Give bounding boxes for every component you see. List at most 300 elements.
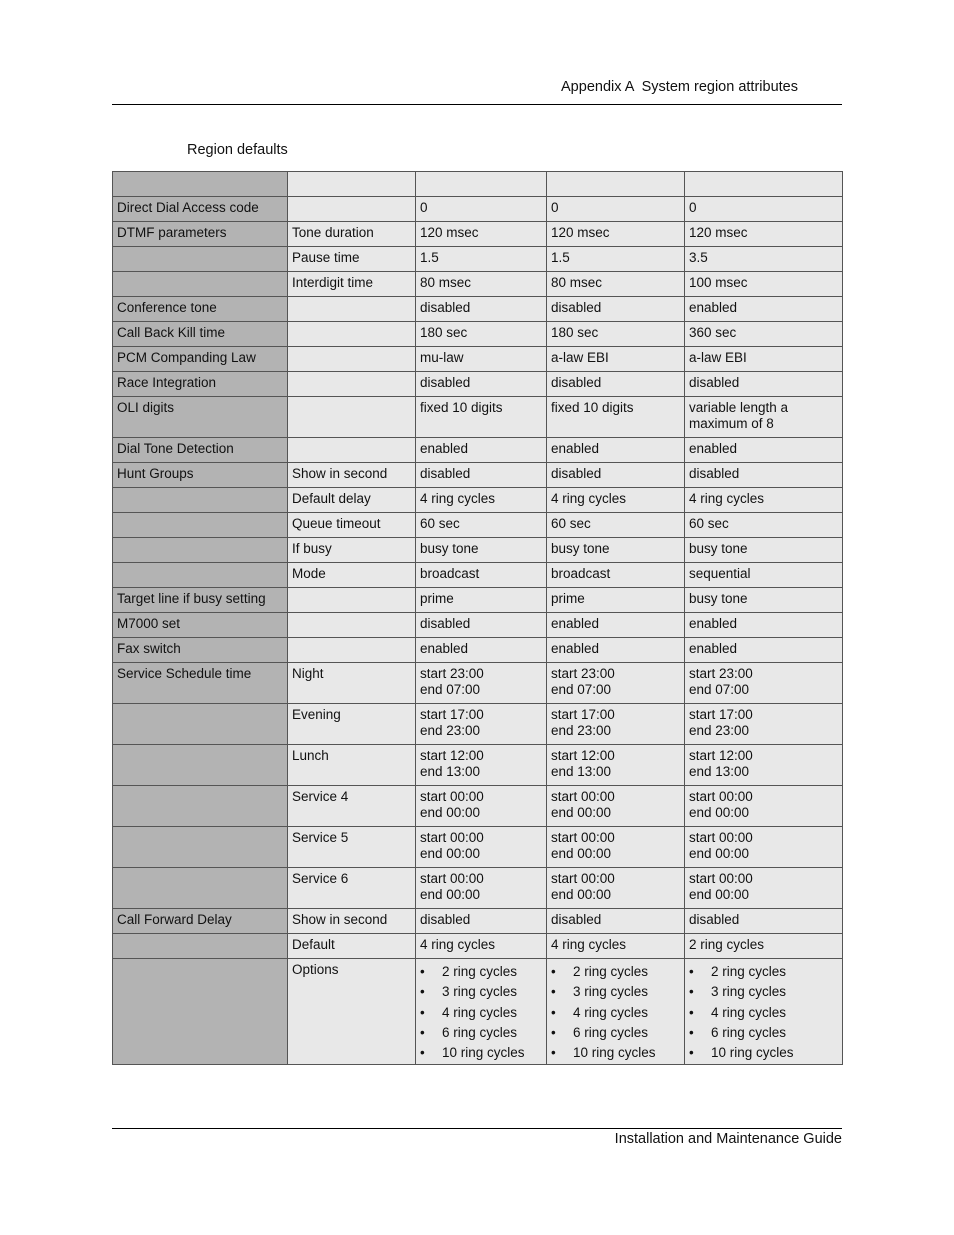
attribute-cell (113, 934, 288, 959)
setting-cell (288, 247, 416, 272)
region-3-cell-text: a-law EBI (689, 350, 747, 365)
region-1-cell-text: enabled (420, 641, 469, 656)
region-3-cell (685, 638, 843, 663)
setting-cell-text: Pause time (292, 250, 360, 265)
attribute-cell (113, 613, 288, 638)
option-text: 2 ring cycles (442, 964, 518, 979)
region-2-cell (547, 868, 685, 909)
attribute-cell (113, 197, 288, 222)
region-2-cell (547, 197, 685, 222)
bullet-icon: • (689, 1004, 694, 1020)
bullet-icon: • (420, 1024, 425, 1040)
region-3-cell (685, 272, 843, 297)
bullet-icon: • (420, 984, 425, 1000)
region-2-cell (547, 563, 685, 588)
region-3-cell-text: start 00:00 end 00:00 (689, 789, 753, 820)
setting-cell-text: Mode (292, 566, 326, 581)
attribute-cell (113, 397, 288, 438)
region-3-cell (685, 397, 843, 438)
region-3-cell (685, 786, 843, 827)
bullet-icon: • (420, 1045, 425, 1061)
attribute-cell (113, 588, 288, 613)
region-1-cell (416, 909, 547, 934)
region-1-cell (416, 347, 547, 372)
setting-cell (288, 222, 416, 247)
attribute-cell (113, 322, 288, 347)
option-text: 6 ring cycles (711, 1024, 787, 1040)
attribute-cell-text: DTMF parameters (117, 225, 227, 240)
region-3-cell (685, 513, 843, 538)
region-2-cell (547, 827, 685, 868)
bullet-icon: • (551, 1024, 556, 1040)
region-1-cell (416, 438, 547, 463)
setting-cell (288, 959, 416, 1065)
attribute-cell (113, 538, 288, 563)
option-text: 6 ring cycles (442, 1024, 518, 1040)
region-1-cell (416, 934, 547, 959)
setting-cell-text: Service 6 (292, 871, 349, 886)
region-2-cell-text: disabled (551, 375, 602, 390)
table-row (113, 613, 843, 638)
attribute-cell-text: Call Back Kill time (117, 325, 226, 340)
option-text: 6 ring cycles (573, 1024, 649, 1040)
region-1-cell (416, 272, 547, 297)
region-2-cell (547, 663, 685, 704)
region-3-cell-text: disabled (689, 375, 740, 390)
region-1-cell-text: fixed 10 digits (420, 400, 503, 415)
region-3-cell-text: 4 ring cycles (689, 491, 765, 506)
table-row (113, 438, 843, 463)
region-1-cell (416, 563, 547, 588)
region-defaults-table (112, 171, 843, 1065)
region-2-cell-text: start 00:00 end 00:00 (551, 830, 615, 861)
region-1-cell (416, 786, 547, 827)
region-2-cell (547, 222, 685, 247)
setting-cell (288, 438, 416, 463)
attribute-cell (113, 663, 288, 704)
table-row (113, 397, 843, 438)
attribute-cell (113, 563, 288, 588)
attribute-cell (113, 827, 288, 868)
region-2-cell-text: disabled (551, 466, 602, 481)
table-row (113, 663, 843, 704)
option-text: 4 ring cycles (711, 1004, 787, 1020)
region-2-cell-text: start 17:00 end 23:00 (551, 707, 615, 738)
options-list (420, 962, 542, 1063)
region-1-cell-text: 60 sec (420, 516, 460, 531)
attribute-cell (113, 909, 288, 934)
region-1-cell-text: 4 ring cycles (420, 937, 496, 952)
region-3-cell-text: 100 msec (689, 275, 748, 290)
table-row (113, 513, 843, 538)
table-row (113, 247, 843, 272)
region-2-cell (547, 786, 685, 827)
region-1-cell-text: disabled (420, 375, 471, 390)
region-1-cell (416, 247, 547, 272)
attribute-cell-text: Target line if busy setting (117, 591, 266, 606)
setting-cell (288, 322, 416, 347)
setting-cell-text: Show in second (292, 466, 388, 481)
attribute-cell-text: OLI digits (117, 400, 175, 415)
region-1-cell (416, 322, 547, 347)
region-2-cell (547, 704, 685, 745)
region-3-cell (685, 934, 843, 959)
setting-cell (288, 513, 416, 538)
region-3-cell (685, 372, 843, 397)
setting-cell-text: Night (292, 666, 324, 681)
attribute-cell (113, 488, 288, 513)
region-3-cell (685, 538, 843, 563)
region-2-cell (547, 297, 685, 322)
region-2-cell-text: start 23:00 end 07:00 (551, 666, 615, 697)
setting-cell (288, 827, 416, 868)
region-2-cell-text: 60 sec (551, 516, 591, 531)
setting-cell (288, 786, 416, 827)
region-1-cell (416, 513, 547, 538)
header-rule (112, 104, 842, 105)
bullet-icon: • (551, 1045, 556, 1061)
setting-cell (288, 463, 416, 488)
region-1-cell-text: busy tone (420, 541, 479, 556)
region-1-cell (416, 488, 547, 513)
table-row (113, 827, 843, 868)
region-3-cell (685, 488, 843, 513)
list-item (420, 962, 542, 982)
table-row (113, 488, 843, 513)
list-item (551, 1003, 680, 1023)
region-1-cell (416, 222, 547, 247)
region-2-cell-text: start 00:00 end 00:00 (551, 789, 615, 820)
region-2-cell (547, 272, 685, 297)
region-2-cell (547, 638, 685, 663)
attribute-cell-text: Conference tone (117, 300, 217, 315)
setting-cell (288, 347, 416, 372)
region-3-cell (685, 704, 843, 745)
region-3-cell (685, 663, 843, 704)
setting-cell-text: Tone duration (292, 225, 374, 240)
option-text: 10 ring cycles (573, 1045, 656, 1061)
setting-cell (288, 588, 416, 613)
list-item (689, 1043, 838, 1063)
region-3-cell-text: disabled (689, 466, 740, 481)
region-2-cell-text: busy tone (551, 541, 610, 556)
region-3-cell (685, 827, 843, 868)
option-text: 2 ring cycles (711, 964, 787, 979)
setting-cell (288, 638, 416, 663)
setting-cell-text: If busy (292, 541, 332, 556)
region-1-cell (416, 372, 547, 397)
setting-cell (288, 613, 416, 638)
table-row (113, 563, 843, 588)
region-2-cell-text: enabled (551, 616, 600, 631)
setting-cell (288, 745, 416, 786)
option-text: 3 ring cycles (442, 984, 518, 1000)
region-1-cell-text: broadcast (420, 566, 480, 581)
option-text: 10 ring cycles (711, 1045, 794, 1061)
region-3-cell-text: enabled (689, 300, 738, 315)
region-3-cell-text: start 17:00 end 23:00 (689, 707, 753, 738)
region-3-cell-text: disabled (689, 912, 740, 927)
region-1-cell (416, 588, 547, 613)
list-item (689, 1003, 838, 1023)
setting-cell (288, 663, 416, 704)
region-2-cell (547, 538, 685, 563)
setting-cell (288, 909, 416, 934)
setting-cell (288, 297, 416, 322)
options-list (689, 962, 838, 1063)
attribute-cell (113, 247, 288, 272)
attribute-cell-text: Call Forward Delay (117, 912, 232, 927)
setting-cell (288, 488, 416, 513)
region-1-cell (416, 197, 547, 222)
region-2-cell-text: 120 msec (551, 225, 610, 240)
bullet-icon: • (689, 964, 694, 979)
table-caption: Region defaults (187, 142, 288, 158)
region-3-options-cell (685, 959, 843, 1065)
region-3-cell (685, 222, 843, 247)
table-row (113, 197, 843, 222)
setting-cell (288, 563, 416, 588)
attribute-cell-text: Hunt Groups (117, 466, 194, 481)
region-1-cell (416, 297, 547, 322)
table-row (113, 347, 843, 372)
table-body (113, 172, 843, 1065)
region-3-cell-text: enabled (689, 441, 738, 456)
table-row (113, 372, 843, 397)
option-text: 3 ring cycles (573, 984, 649, 1000)
region-1-cell-text: disabled (420, 912, 471, 927)
header-cell-region-2 (547, 172, 685, 197)
region-2-cell (547, 372, 685, 397)
region-3-cell (685, 463, 843, 488)
table-header-row (113, 172, 843, 197)
region-2-cell-text: prime (551, 591, 585, 606)
region-3-cell (685, 613, 843, 638)
page-footer: Installation and Maintenance Guide (614, 1131, 842, 1147)
region-2-cell-text: disabled (551, 912, 602, 927)
region-2-cell-text: 4 ring cycles (551, 491, 627, 506)
region-2-cell-text: a-law EBI (551, 350, 609, 365)
setting-cell (288, 197, 416, 222)
region-2-cell-text: enabled (551, 641, 600, 656)
region-1-cell-text: 4 ring cycles (420, 491, 496, 506)
setting-cell (288, 538, 416, 563)
header-cell-attribute (113, 172, 288, 197)
region-2-cell (547, 322, 685, 347)
region-2-cell (547, 745, 685, 786)
region-3-cell-text: busy tone (689, 591, 748, 606)
list-item (420, 1043, 542, 1063)
page-header: Appendix A System region attributes (561, 79, 798, 95)
list-item (689, 962, 838, 982)
region-3-cell-text: enabled (689, 641, 738, 656)
region-3-cell-text: start 00:00 end 00:00 (689, 871, 753, 902)
setting-cell-text: Options (292, 962, 339, 977)
region-1-cell (416, 613, 547, 638)
setting-cell (288, 934, 416, 959)
region-3-cell (685, 247, 843, 272)
region-2-cell (547, 588, 685, 613)
region-1-cell-text: start 12:00 end 13:00 (420, 748, 484, 779)
region-1-options-cell (416, 959, 547, 1065)
region-2-cell-text: broadcast (551, 566, 611, 581)
region-1-cell-text: disabled (420, 466, 471, 481)
region-3-cell (685, 563, 843, 588)
header-cell-setting (288, 172, 416, 197)
region-1-cell-text: 1.5 (420, 250, 439, 265)
attribute-cell-text: Race Integration (117, 375, 217, 390)
region-3-cell-text: 2 ring cycles (689, 937, 765, 952)
region-3-cell-text: start 12:00 end 13:00 (689, 748, 753, 779)
region-2-cell (547, 909, 685, 934)
bullet-icon: • (551, 984, 556, 1000)
attribute-cell-text: M7000 set (117, 616, 181, 631)
table-row (113, 934, 843, 959)
region-3-cell (685, 588, 843, 613)
region-3-cell-text: 360 sec (689, 325, 737, 340)
region-1-cell (416, 745, 547, 786)
table-row-options (113, 959, 843, 1065)
region-3-cell-text: start 00:00 end 00:00 (689, 830, 753, 861)
table-row (113, 786, 843, 827)
region-3-cell-text: busy tone (689, 541, 748, 556)
table-row (113, 588, 843, 613)
region-1-cell-text: start 00:00 end 00:00 (420, 871, 484, 902)
table-row (113, 745, 843, 786)
option-text: 10 ring cycles (442, 1045, 525, 1061)
region-3-cell-text: start 23:00 end 07:00 (689, 666, 753, 697)
setting-cell-text: Queue timeout (292, 516, 381, 531)
region-3-cell (685, 322, 843, 347)
header-cell-region-1 (416, 172, 547, 197)
list-item (689, 982, 838, 1002)
region-2-cell (547, 438, 685, 463)
list-item (551, 1043, 680, 1063)
attribute-cell-text: Direct Dial Access code (117, 200, 259, 215)
list-item (689, 1023, 838, 1043)
region-1-cell-text: enabled (420, 441, 469, 456)
attribute-cell-text: Dial Tone Detection (117, 441, 234, 456)
region-1-cell (416, 538, 547, 563)
bullet-icon: • (420, 1004, 425, 1020)
attribute-cell (113, 372, 288, 397)
table-row (113, 272, 843, 297)
table-row (113, 322, 843, 347)
attribute-cell (113, 959, 288, 1065)
region-3-cell-text: 120 msec (689, 225, 748, 240)
setting-cell (288, 372, 416, 397)
list-item (551, 962, 680, 982)
setting-cell-text: Default delay (292, 491, 371, 506)
setting-cell-text: Service 5 (292, 830, 349, 845)
attribute-cell (113, 438, 288, 463)
options-list (551, 962, 680, 1063)
region-2-cell-text: 4 ring cycles (551, 937, 627, 952)
footer-rule (112, 1128, 842, 1129)
region-3-cell (685, 438, 843, 463)
setting-cell (288, 272, 416, 297)
setting-cell-text: Interdigit time (292, 275, 374, 290)
table-row (113, 638, 843, 663)
region-3-cell (685, 197, 843, 222)
region-1-cell (416, 827, 547, 868)
attribute-cell-text: PCM Companding Law (117, 350, 256, 365)
region-3-cell (685, 868, 843, 909)
region-2-cell (547, 397, 685, 438)
region-1-cell-text: mu-law (420, 350, 464, 365)
option-text: 3 ring cycles (711, 984, 787, 1000)
setting-cell-text: Service 4 (292, 789, 349, 804)
region-1-cell (416, 463, 547, 488)
attribute-cell (113, 347, 288, 372)
region-1-cell-text: 180 sec (420, 325, 468, 340)
region-1-cell-text: start 00:00 end 00:00 (420, 830, 484, 861)
attribute-cell (113, 745, 288, 786)
region-2-cell (547, 463, 685, 488)
region-2-cell-text: enabled (551, 441, 600, 456)
region-2-cell (547, 934, 685, 959)
attribute-cell (113, 222, 288, 247)
table-row (113, 868, 843, 909)
region-1-cell-text: disabled (420, 616, 471, 631)
table-row (113, 909, 843, 934)
option-text: 4 ring cycles (573, 1004, 649, 1020)
region-1-cell-text: start 00:00 end 00:00 (420, 789, 484, 820)
region-1-cell (416, 663, 547, 704)
region-1-cell (416, 638, 547, 663)
option-text: 4 ring cycles (442, 1004, 518, 1020)
bullet-icon: • (689, 1045, 694, 1061)
setting-cell (288, 397, 416, 438)
attribute-cell (113, 463, 288, 488)
bullet-icon: • (551, 1004, 556, 1020)
region-1-cell-text: start 17:00 end 23:00 (420, 707, 484, 738)
region-1-cell-text: prime (420, 591, 454, 606)
bullet-icon: • (689, 1024, 694, 1040)
region-3-cell (685, 297, 843, 322)
setting-cell-text: Evening (292, 707, 341, 722)
list-item (551, 982, 680, 1002)
region-2-cell (547, 613, 685, 638)
list-item (420, 982, 542, 1002)
attribute-cell (113, 513, 288, 538)
bullet-icon: • (689, 984, 694, 1000)
region-1-cell-text: start 23:00 end 07:00 (420, 666, 484, 697)
region-2-cell (547, 488, 685, 513)
attribute-cell (113, 786, 288, 827)
table-row (113, 297, 843, 322)
region-2-cell-text: 180 sec (551, 325, 599, 340)
region-3-cell-text: variable length a maximum of 8 (689, 400, 789, 431)
region-1-cell (416, 397, 547, 438)
region-3-cell (685, 909, 843, 934)
table-row (113, 222, 843, 247)
region-3-cell (685, 745, 843, 786)
region-2-cell-text: 0 (551, 200, 559, 215)
region-1-cell (416, 704, 547, 745)
list-item (420, 1023, 542, 1043)
region-3-cell-text: 0 (689, 200, 697, 215)
setting-cell-text: Default (292, 937, 335, 952)
attribute-cell (113, 297, 288, 322)
region-2-cell-text: start 12:00 end 13:00 (551, 748, 615, 779)
list-item (551, 1023, 680, 1043)
region-1-cell-text: 0 (420, 200, 428, 215)
region-2-cell (547, 247, 685, 272)
table-row (113, 704, 843, 745)
region-1-cell-text: 80 msec (420, 275, 472, 290)
attribute-cell (113, 704, 288, 745)
